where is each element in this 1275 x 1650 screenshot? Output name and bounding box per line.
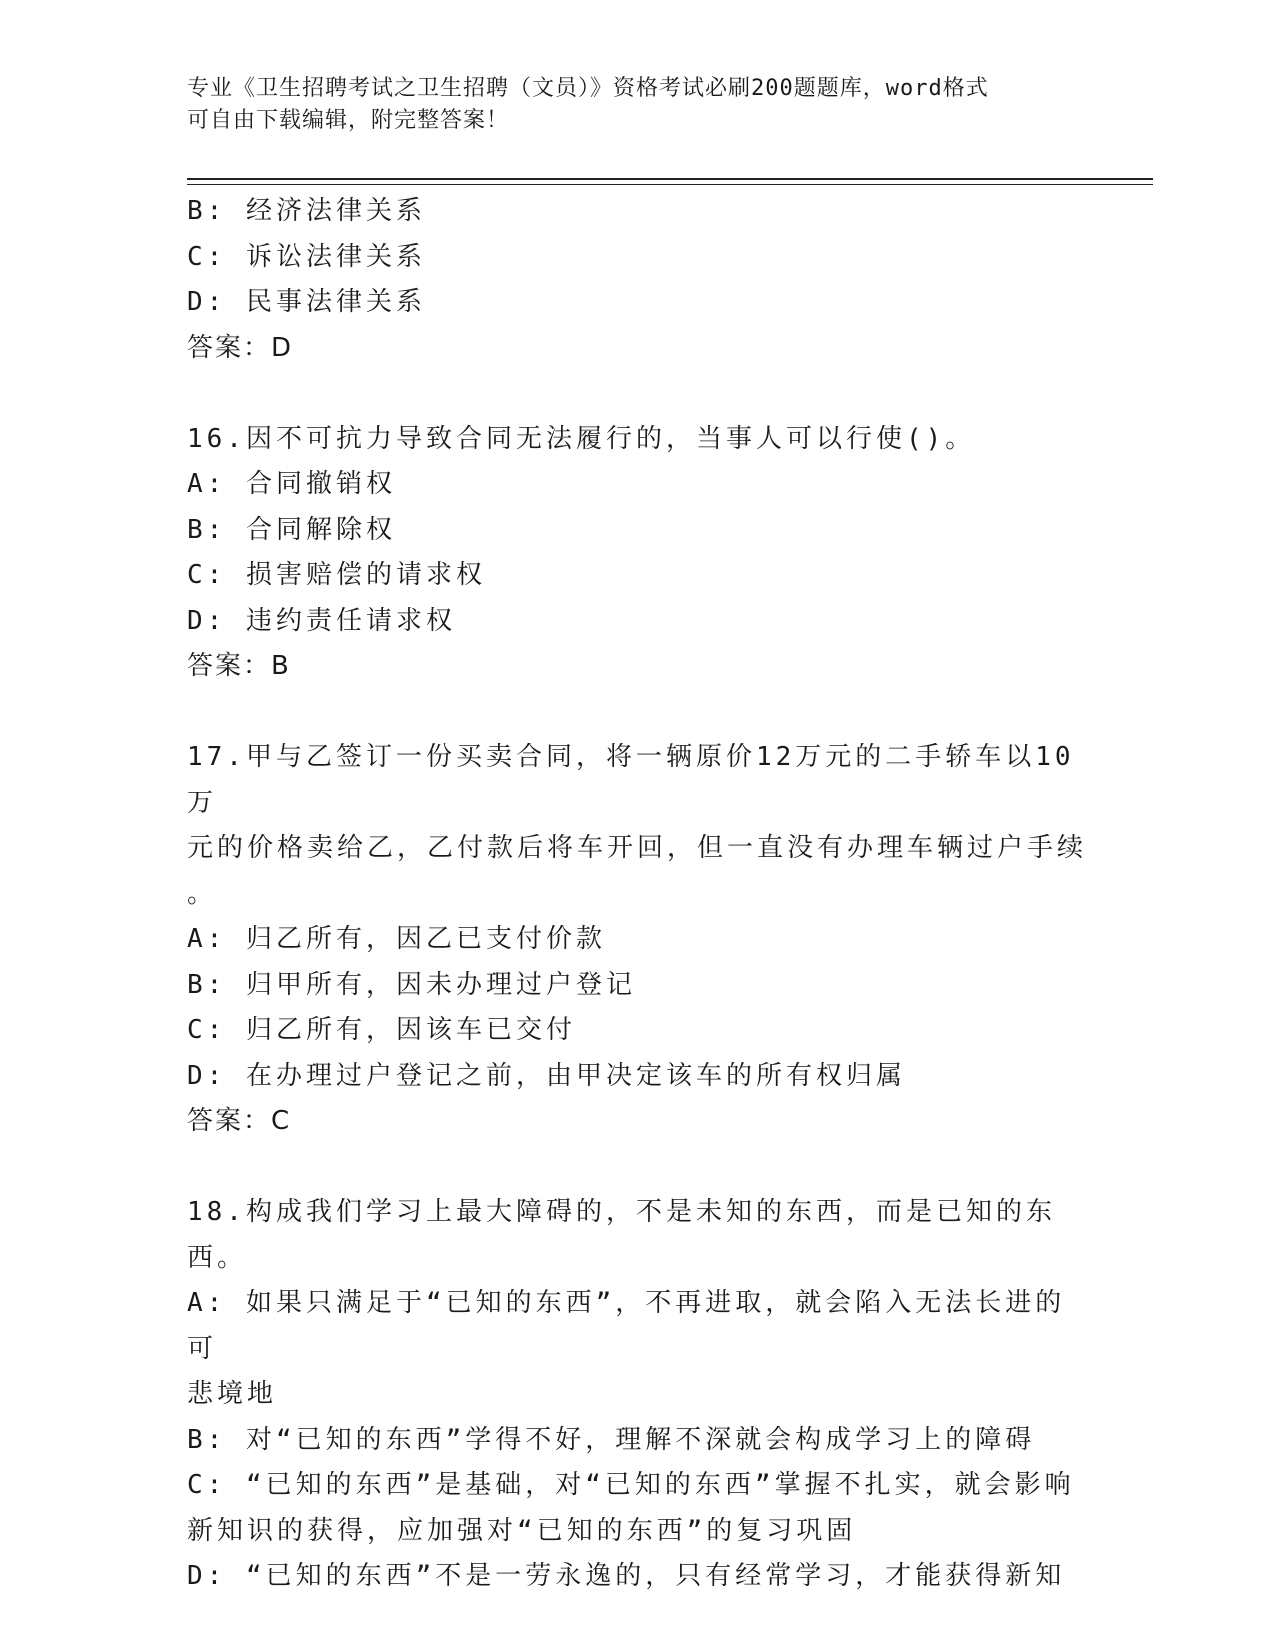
q15-option-d: D: 民事法律关系 bbox=[187, 287, 426, 317]
q16-option-b: B: 合同解除权 bbox=[187, 514, 396, 545]
q17-question-line-3: 。 bbox=[187, 878, 218, 909]
q17-option-d: D: 在办理过户登记之前，由甲决定该车的所有权归属 bbox=[187, 1060, 906, 1091]
q17-option-c: C: 归乙所有，因该车已交付 bbox=[187, 1015, 576, 1045]
q17-question-line-2: 元的价格卖给乙，乙付款后将车开回，但一直没有办理车辆过户手续 bbox=[187, 833, 1088, 863]
header-divider-thick bbox=[187, 178, 1153, 180]
q18-option-a-line-1: A: 如果只满足于“已知的东西”，不再进取，就会陷入无法长进的可 bbox=[187, 1288, 1066, 1364]
q17-option-b: B: 归甲所有，因未办理过户登记 bbox=[187, 969, 636, 1000]
q18-option-c-line-1: C: “已知的东西”是基础，对“已知的东西”掌握不扎实，就会影响 bbox=[187, 1470, 1075, 1500]
header-line-2: 可自由下载编辑，附完整答案！ bbox=[187, 108, 510, 133]
q17-question-line-1: 17.甲与乙签订一份买卖合同，将一辆原价12万元的二手轿车以10万 bbox=[187, 742, 1075, 818]
header-divider-thin bbox=[187, 184, 1153, 185]
q18-question: 18.构成我们学习上最大障碍的，不是未知的东西，而是已知的东西。 bbox=[187, 1197, 1056, 1273]
spacer bbox=[187, 371, 1087, 417]
q15-option-b: B: 经济法律关系 bbox=[187, 196, 426, 226]
q18-option-d-line-1: D: “已知的东西”不是一劳永逸的，只有经常学习，才能获得新知 bbox=[187, 1561, 1066, 1591]
q18-option-a-line-2: 悲境地 bbox=[187, 1379, 278, 1409]
q17-answer: 答案：C bbox=[187, 1106, 292, 1136]
q16-answer: 答案：B bbox=[187, 651, 291, 681]
spacer bbox=[187, 1145, 1087, 1191]
document-header bbox=[187, 73, 1067, 137]
q18-option-b: B: 对“已知的东西”学得不好，理解不深就会构成学习上的障碍 bbox=[187, 1424, 1036, 1455]
q16-question: 16.因不可抗力导致合同无法履行的，当事人可以行使()。 bbox=[187, 423, 976, 454]
spacer bbox=[187, 690, 1087, 736]
q18-option-c-line-2: 新知识的获得，应加强对“已知的东西”的复习巩固 bbox=[187, 1515, 857, 1546]
question-content bbox=[187, 189, 1087, 1600]
q15-answer: 答案：D bbox=[187, 332, 294, 363]
q16-option-c: C: 损害赔偿的请求权 bbox=[187, 560, 486, 590]
q17-option-a: A: 归乙所有，因乙已支付价款 bbox=[187, 924, 606, 954]
q15-option-c: C: 诉讼法律关系 bbox=[187, 241, 426, 272]
header-line-1: 专业《卫生招聘考试之卫生招聘（文员）》资格考试必刷200题题库，word格式 bbox=[187, 76, 989, 101]
q16-option-a: A: 合同撤销权 bbox=[187, 469, 396, 499]
q16-option-d: D: 违约责任请求权 bbox=[187, 605, 456, 636]
